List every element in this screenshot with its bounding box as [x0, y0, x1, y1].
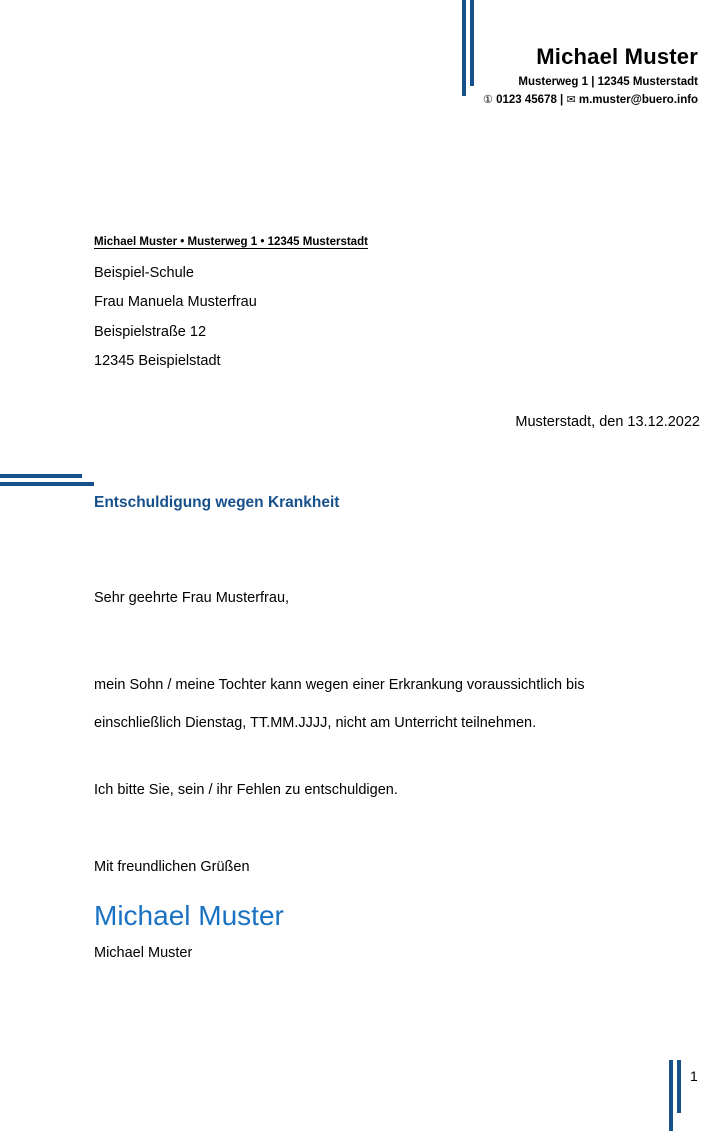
- salutation: Sehr geehrte Frau Musterfrau,: [94, 590, 290, 606]
- recipient-line-city: 12345 Beispielstadt: [94, 352, 221, 369]
- header-accent-bar-right: [470, 0, 474, 86]
- header-accent-bar-left: [462, 0, 466, 96]
- letterhead: [483, 44, 698, 109]
- body-paragraph-main-line-1: mein Sohn / meine Tochter kann wegen einer Erkrankung voraussichtlich bis: [94, 677, 585, 693]
- closing-phrase: Mit freundlichen Grüßen: [94, 859, 250, 875]
- phone-icon: ①: [483, 94, 493, 106]
- body-paragraph-main: [94, 667, 674, 742]
- sender-email: m.muster@buero.info: [578, 94, 699, 106]
- signature-script: Michael Muster: [94, 900, 284, 931]
- recipient-line-street: Beispielstraße 12: [94, 323, 207, 340]
- footer-accent-bar-right: [677, 1060, 681, 1113]
- body-paragraph-request: Ich bitte Sie, sein / ihr Fehlen zu entschuldigen.: [94, 782, 398, 798]
- subject-heading: Entschuldigung wegen Krankheit: [94, 494, 340, 511]
- date-line: Musterstadt, den 13.12.2022: [515, 414, 700, 430]
- subject-rule-top: [0, 474, 82, 478]
- recipient-line-organization: Beispiel-Schule: [94, 265, 194, 281]
- subject-rule-bottom: [0, 482, 94, 486]
- envelope-icon: ✉: [566, 94, 576, 106]
- recipient-line-person: Frau Manuela Musterfrau: [94, 294, 257, 311]
- signature-printed-name: Michael Muster: [94, 945, 193, 961]
- body-paragraph-main-line-2: einschließlich Dienstag, TT.MM.JJJJ, nicht am Unterricht teilnehmen.: [94, 714, 537, 731]
- sender-contact: [483, 91, 698, 109]
- contact-separator: |: [560, 94, 564, 106]
- footer-accent-bar-left: [669, 1060, 673, 1131]
- recipient-address-block: [94, 259, 257, 376]
- sender-phone: 0123 45678: [496, 94, 557, 106]
- sender-address: Musterweg 1 | 12345 Musterstadt: [518, 76, 698, 88]
- sender-return-line: Michael Muster • Musterweg 1 • 12345 Musterstadt: [94, 236, 368, 248]
- sender-name: Michael Muster: [536, 44, 698, 69]
- page-number: 1: [690, 1068, 698, 1084]
